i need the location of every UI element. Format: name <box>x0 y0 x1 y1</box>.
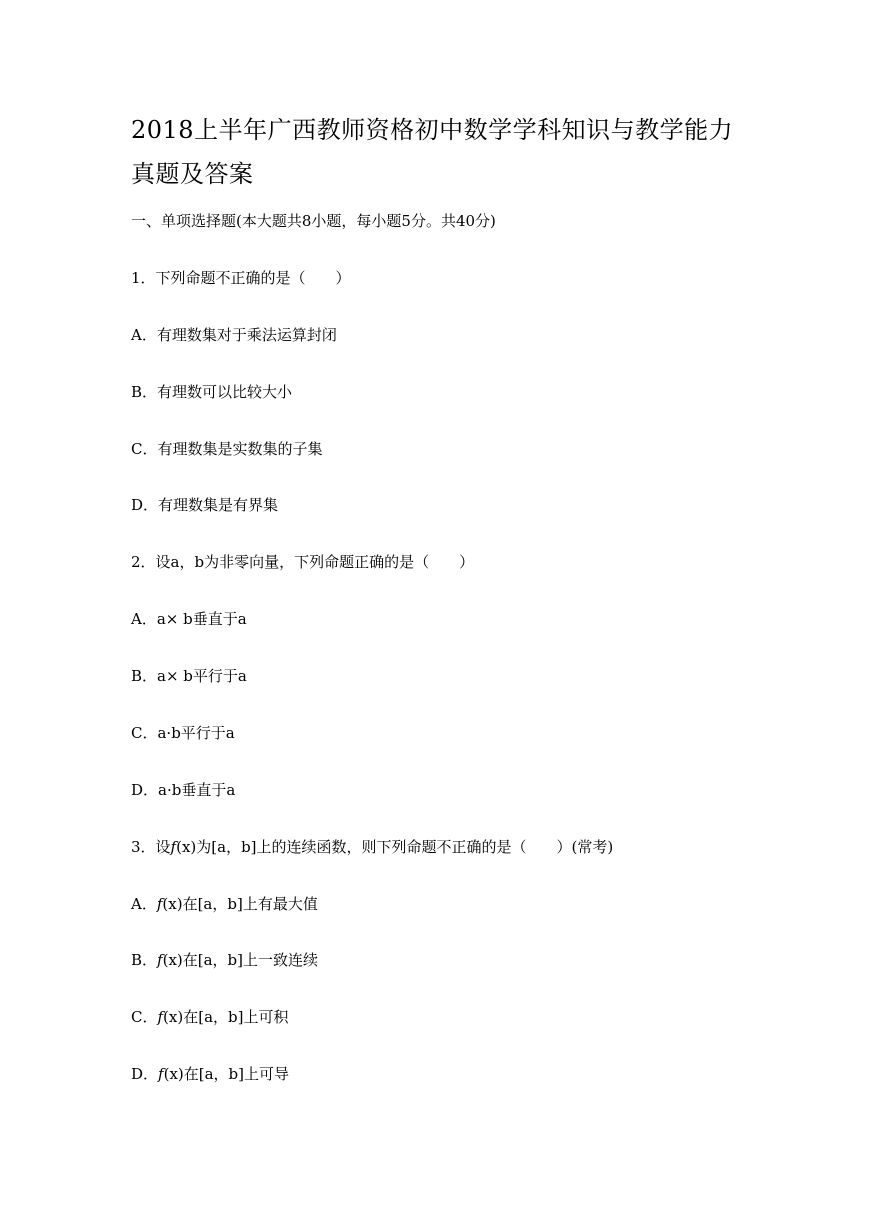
option-function: f <box>157 951 163 969</box>
question-3-option-c <box>131 1007 288 1027</box>
question-2-option-c: C．a·b平行于a <box>131 724 235 742</box>
question-3-stem-prefix: 3．设 <box>131 838 171 856</box>
option-letter: A． <box>131 895 157 913</box>
question-3-stem <box>131 837 613 857</box>
question-1-stem: 1．下列命题不正确的是（ ） <box>131 269 351 287</box>
question-3-option-d <box>131 1064 289 1084</box>
question-1-option-d: D．有理数集是有界集 <box>131 496 279 514</box>
option-letter: D． <box>131 1065 159 1083</box>
section-heading: 一、单项选择题(本大题共8小题，每小题5分。共40分) <box>131 212 496 230</box>
question-3-stem-function: f <box>170 838 177 856</box>
question-3-option-b <box>131 950 318 970</box>
option-text: (x)在[a，b]上一致连续 <box>162 951 319 969</box>
option-function: f <box>156 895 163 913</box>
option-text: (x)在[a，b]上可导 <box>163 1065 290 1083</box>
option-letter: B． <box>131 951 158 969</box>
question-3-stem-rest: (x)为[a，b]上的连续函数，则下列命题不正确的是（ ）(常考) <box>176 838 614 856</box>
question-2-option-b: B．a× b平行于a <box>131 667 247 685</box>
option-text: (x)在[a，b]上有最大值 <box>162 895 318 913</box>
question-1-option-c: C．有理数集是实数集的子集 <box>131 440 323 458</box>
question-2-option-a: A．a× b垂直于a <box>131 610 247 628</box>
question-1-option-b: B．有理数可以比较大小 <box>131 383 293 401</box>
option-letter: C． <box>131 1008 158 1026</box>
question-2-stem: 2．设a，b为非零向量，下列命题正确的是（ ） <box>131 553 475 571</box>
document-title: 2018上半年广西教师资格初中数学学科知识与教学能力真题及答案 <box>131 116 734 188</box>
question-2-option-d: D．a·b垂直于a <box>131 781 236 799</box>
question-1-option-a: A．有理数集对于乘法运算封闭 <box>131 326 337 344</box>
question-3-option-a <box>131 894 318 914</box>
option-text: (x)在[a，b]上可积 <box>163 1008 289 1026</box>
option-function: f <box>157 1008 164 1026</box>
option-function: f <box>158 1065 164 1083</box>
